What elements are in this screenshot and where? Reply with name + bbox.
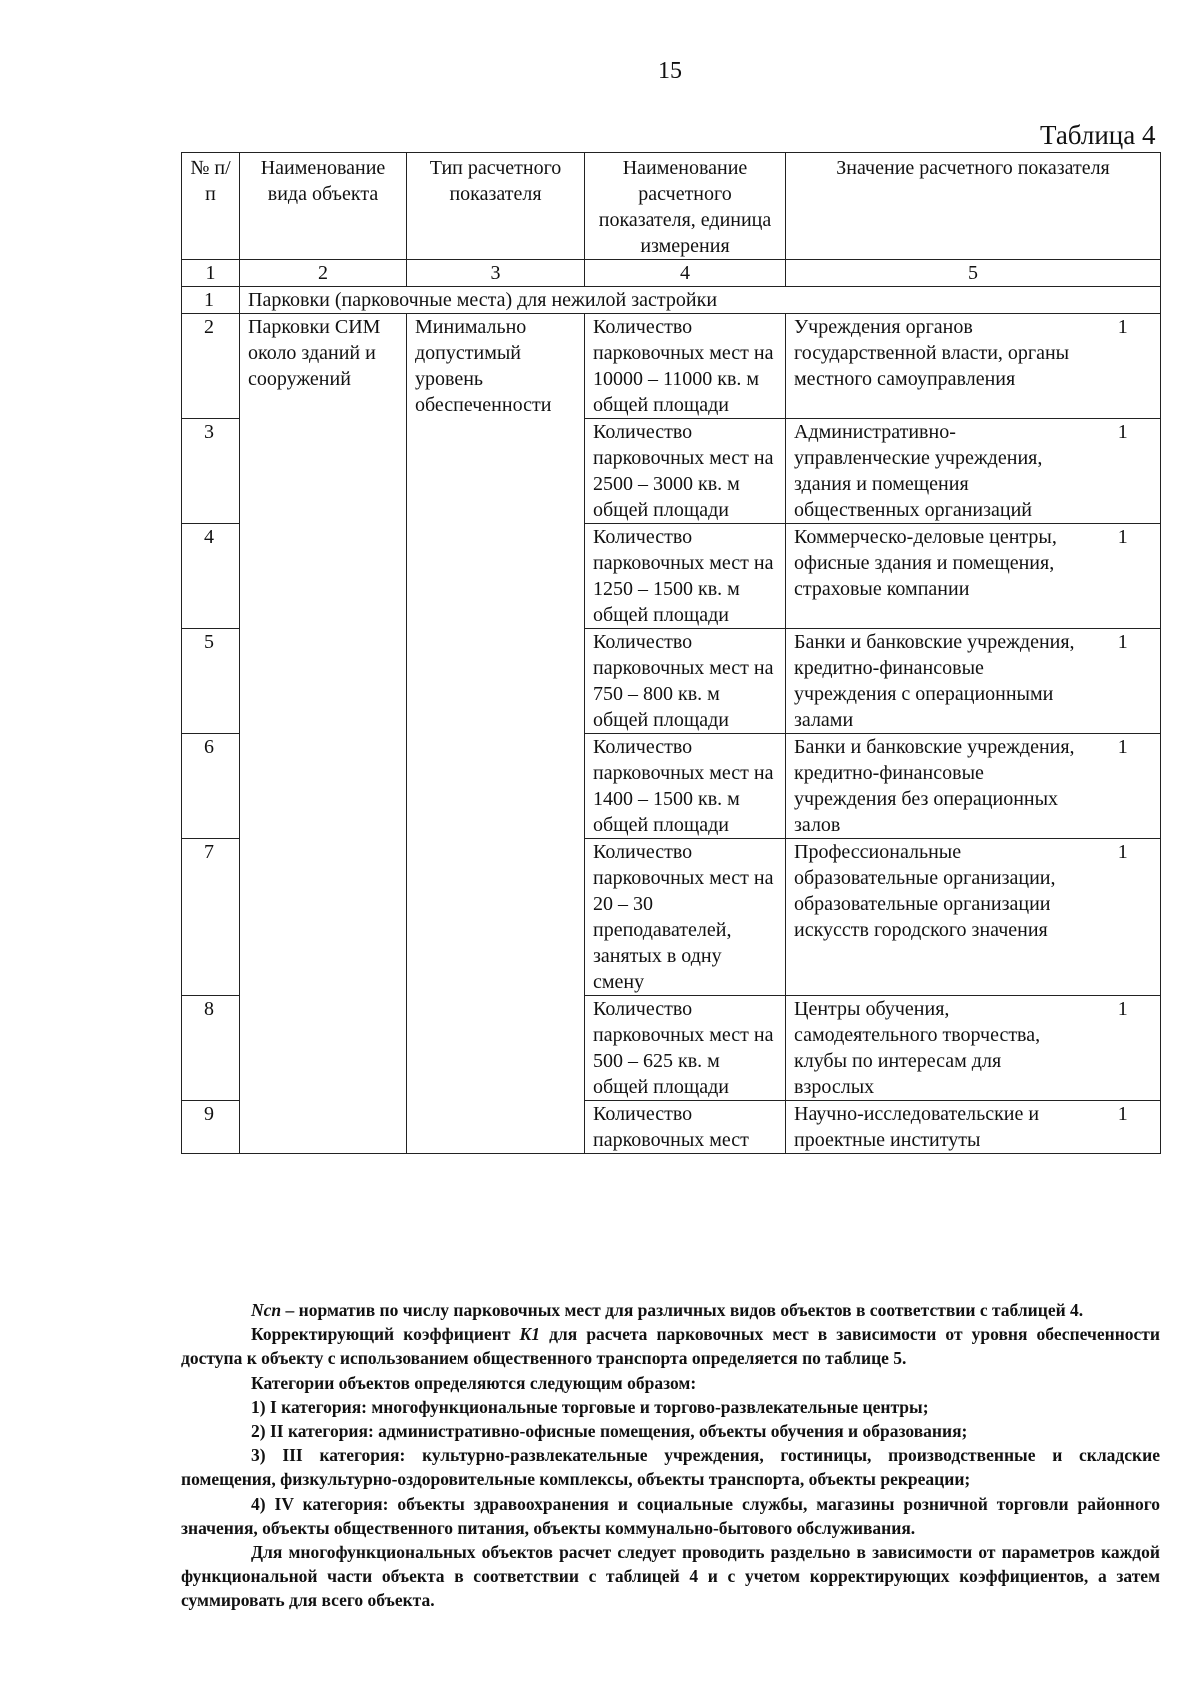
header-indicator-type: Тип расчетного показателя — [407, 153, 585, 260]
indicator-name-cell: Количество парковочных мест на 2500 – 3000 кв. м общей площади — [585, 419, 786, 524]
row-number: 9 — [182, 1101, 240, 1154]
header-object-type: Наименование вида объекта — [240, 153, 407, 260]
indicator-name-cell: Количество парковочных мест на 20 – 30 преподавателей, занятых в одну смену — [585, 839, 786, 996]
indicator-name-cell: Количество парковочных мест — [585, 1101, 786, 1154]
indicator-name-cell: Количество парковочных мест на 1400 – 1500 кв. м общей площади — [585, 734, 786, 839]
parking-norms-table — [181, 152, 1161, 1154]
category-item: 3) III категория: культурно-развлекательные учреждения, гостиницы, производственные и складские помещения, физкультурно-оздоровительные комплексы, объекты транспорта, объекты рекреации; — [181, 1445, 1160, 1490]
row-number: 8 — [182, 996, 240, 1101]
value-description-cell: Коммерческо-деловые центры, офисные здания и помещения, страховые компании — [786, 524, 1086, 629]
section-title: Парковки (парковочные места) для нежилой застройки — [240, 287, 1161, 314]
categories-intro: Категории объектов определяются следующим образом: — [251, 1372, 697, 1393]
value-cell: 1 — [1086, 734, 1161, 839]
column-number: 2 — [240, 260, 407, 287]
note-ncp — [181, 1298, 1160, 1322]
table-row — [182, 314, 1161, 419]
value-description-cell: Административно-управленческие учреждения, здания и помещения общественных организаций — [786, 419, 1086, 524]
k1-after: для расчета парковочных мест в зависимости от уровня обеспеченности доступа к объекту с использованием общественного транспорта определяется по таблице 5. — [181, 1324, 1160, 1369]
k1-symbol: K1 — [519, 1324, 540, 1345]
row-number: 1 — [182, 287, 240, 314]
column-number: 4 — [585, 260, 786, 287]
k1-before: Корректирующий коэффициент — [251, 1324, 520, 1345]
column-number: 1 — [182, 260, 240, 287]
category-item: 4) IV категория: объекты здравоохранения и социальные службы, магазины розничной торговли районного значения, объекты общественного питания, объекты коммунально-бытового обслуживания. — [181, 1493, 1160, 1538]
note-k1 — [181, 1322, 1160, 1370]
indicator-name-cell: Количество парковочных мест на 500 – 625 кв. м общей площади — [585, 996, 786, 1101]
row-number: 3 — [182, 419, 240, 524]
value-cell: 1 — [1086, 524, 1161, 629]
value-description-cell: Учреждения органов государственной власти, органы местного самоуправления — [786, 314, 1086, 419]
final-paragraph: Для многофункциональных объектов расчет следует проводить раздельно в зависимости от параметров каждой функциональной части объекта в соответствии с таблицей 4 и с учетом корректирующих коэффициентов, а затем суммировать для всего объекта. — [181, 1542, 1160, 1611]
section-row — [182, 287, 1161, 314]
table-header-row — [182, 153, 1161, 260]
value-cell: 1 — [1086, 996, 1161, 1101]
value-description-cell: Научно-исследовательские и проектные институты — [786, 1101, 1086, 1154]
value-cell: 1 — [1086, 314, 1161, 419]
value-cell: 1 — [1086, 419, 1161, 524]
table-caption: Таблица 4 — [1040, 120, 1156, 150]
header-indicator-name: Наименование расчетного показателя, единица измерения — [585, 153, 786, 260]
page-number: 15 — [658, 58, 682, 84]
notes-section — [181, 1298, 1160, 1613]
row-number: 6 — [182, 734, 240, 839]
indicator-name-cell: Количество парковочных мест на 1250 – 1500 кв. м общей площади — [585, 524, 786, 629]
ncp-text: – норматив по числу парковочных мест для различных видов объектов в соответствии с таблицей 4. — [281, 1300, 1084, 1320]
ncp-symbol: Nсп — [251, 1300, 282, 1320]
indicator-name-cell: Количество парковочных мест на 10000 – 11000 кв. м общей площади — [585, 314, 786, 419]
value-cell: 1 — [1086, 839, 1161, 996]
indicator-type-cell: Минимально допустимый уровень обеспеченности — [407, 314, 585, 1154]
column-number: 5 — [786, 260, 1161, 287]
header-number: № п/п — [182, 153, 240, 260]
row-number: 7 — [182, 839, 240, 996]
indicator-name-cell: Количество парковочных мест на 750 – 800 кв. м общей площади — [585, 629, 786, 734]
header-indicator-value: Значение расчетного показателя — [786, 153, 1161, 260]
value-cell: 1 — [1086, 1101, 1161, 1154]
value-cell: 1 — [1086, 629, 1161, 734]
column-numbers-row — [182, 260, 1161, 287]
value-description-cell: Банки и банковские учреждения, кредитно-финансовые учреждения без операционных залов — [786, 734, 1086, 839]
row-number: 5 — [182, 629, 240, 734]
row-number: 4 — [182, 524, 240, 629]
category-item: 1) I категория: многофункциональные торговые и торгово-развлекательные центры; — [251, 1396, 929, 1417]
category-item: 2) II категория: административно-офисные помещения, объекты обучения и образования; — [251, 1421, 968, 1442]
value-description-cell: Профессиональные образовательные организации, образовательные организации искусств городского значения — [786, 839, 1086, 996]
object-type-cell: Парковки СИМ около зданий и сооружений — [240, 314, 407, 1154]
row-number: 2 — [182, 314, 240, 419]
value-description-cell: Центры обучения, самодеятельного творчества, клубы по интересам для взрослых — [786, 996, 1086, 1101]
column-number: 3 — [407, 260, 585, 287]
value-description-cell: Банки и банковские учреждения, кредитно-финансовые учреждения с операционными залами — [786, 629, 1086, 734]
